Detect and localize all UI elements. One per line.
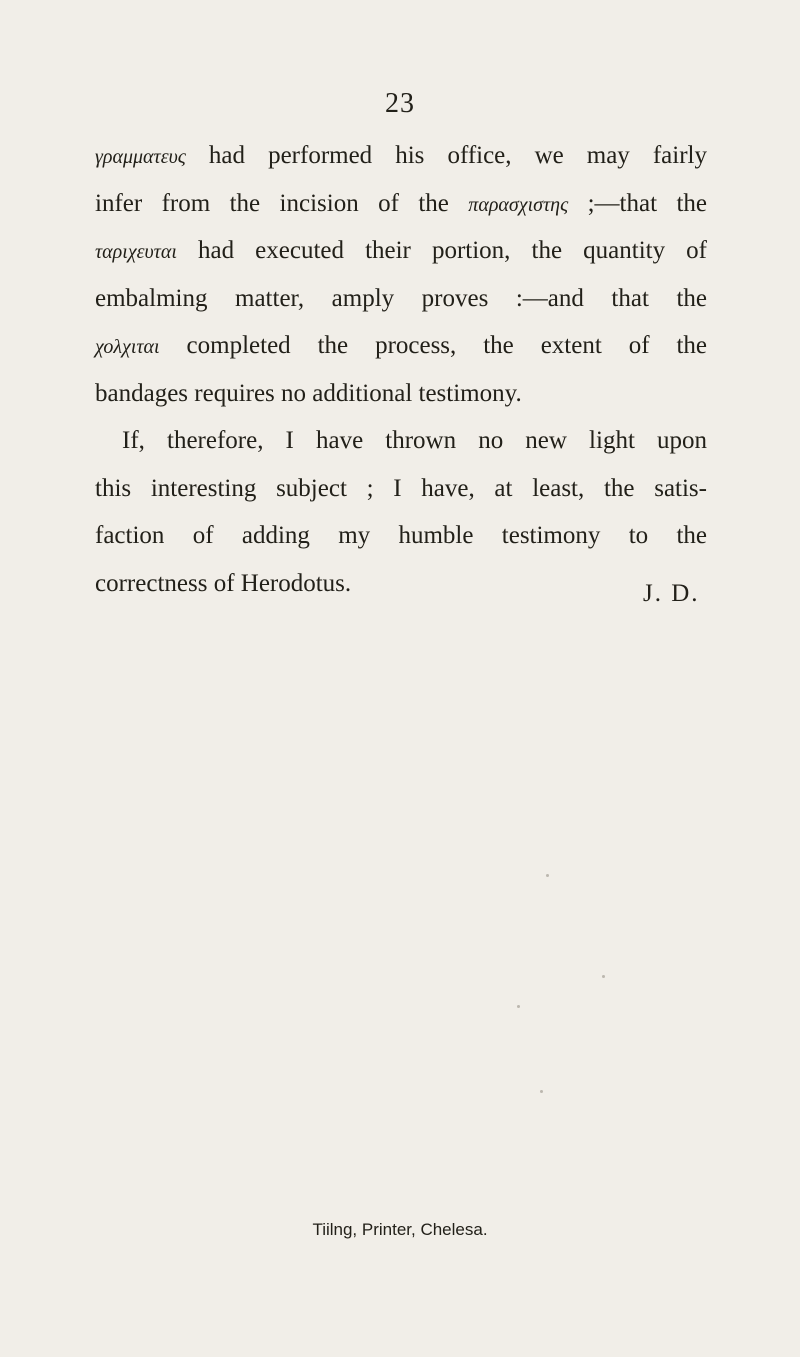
body-line-9 [95,512,707,560]
line-text: ;—that the [568,189,707,217]
greek-term: ταριχευται [95,241,177,263]
line-text: this interesting subject ; I have, at least, the satis- [95,474,707,502]
line-text: bandages requires no additional testimony. [95,379,522,407]
line-text: correctness of Herodotus. [95,569,352,597]
paper-speck [602,975,605,978]
line-text: embalming matter, amply proves :—and that the [95,284,707,312]
line-text: had performed his office, we may fairly [185,142,707,169]
body-line-10 [95,560,707,608]
body-line-6 [95,370,707,418]
body-line-8 [95,465,707,513]
greek-term: χολχιται [95,336,160,358]
greek-term: παρασχιστης [468,193,569,216]
line-text: If, therefore, I have thrown no new light upon [122,427,707,454]
line-text: completed the process, the extent of the [159,332,707,359]
paper-speck [546,874,549,877]
printer-imprint: Tiilng, Printer, Chelesa. [312,1220,488,1239]
line-text: had executed their portion, the quantity of [176,237,707,264]
body-text [95,132,707,607]
body-line-3 [95,227,707,275]
body-line-4 [95,275,707,323]
line-text: faction of adding my humble testimony to the [95,522,707,549]
signature-initials: J. D. [643,580,700,607]
body-line-1 [95,132,707,180]
paper-speck [540,1090,543,1093]
greek-term: γραμματευς [95,146,186,168]
body-line-5 [95,322,707,370]
body-line-2 [95,180,707,228]
page-number: 23 [385,88,415,119]
line-text: infer from the incision of the [95,189,469,217]
paper-speck [517,1005,520,1008]
body-line-7 [95,417,707,465]
